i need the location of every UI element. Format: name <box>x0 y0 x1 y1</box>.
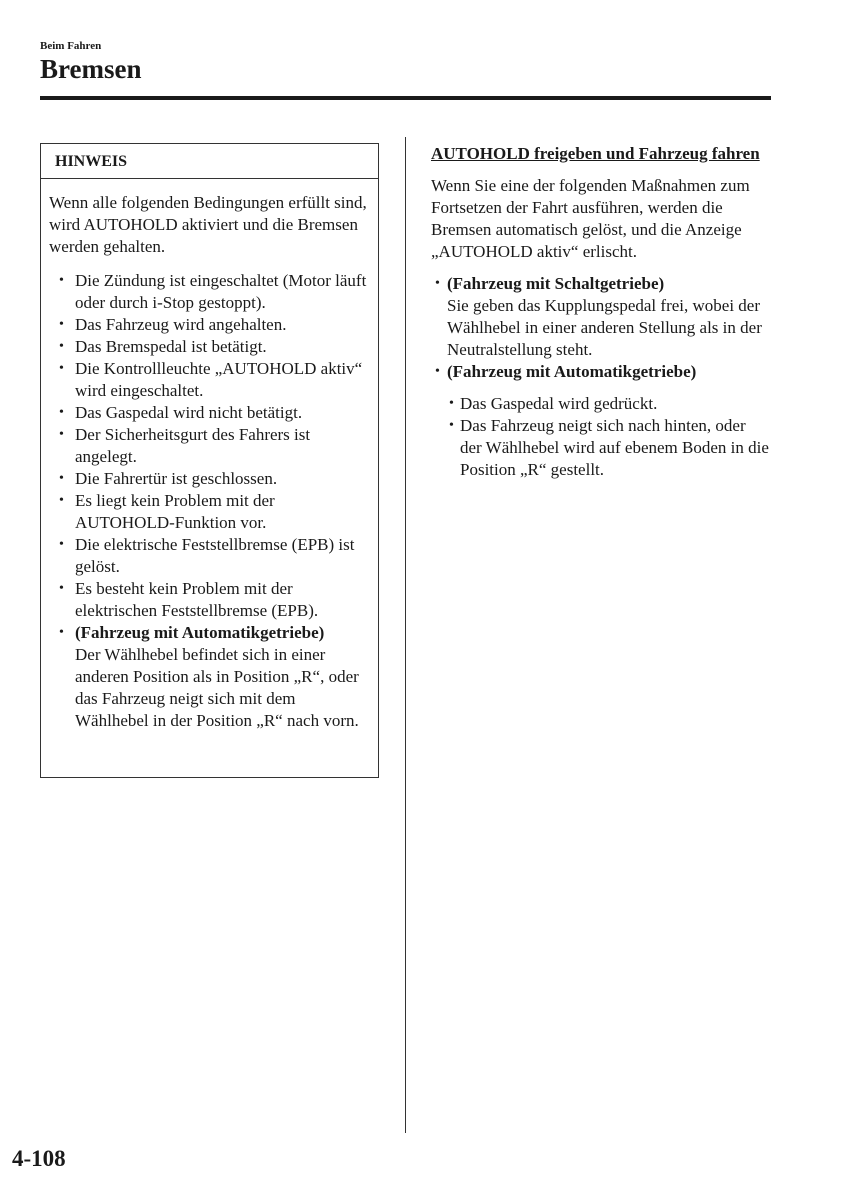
bullet-icon: • <box>59 273 64 288</box>
bullet-icon: • <box>59 405 64 420</box>
list-item <box>49 402 370 424</box>
list-item <box>49 314 370 336</box>
right-column <box>431 143 771 481</box>
list-item <box>49 358 370 402</box>
bullet-icon: • <box>59 537 64 552</box>
bullet-icon: • <box>435 364 440 379</box>
list-item <box>49 490 370 534</box>
list-item-text: Die Zündung ist eingeschaltet (Motor läuft oder durch i-Stop gestoppt). <box>75 271 367 312</box>
list-item-heading: (Fahrzeug mit Automatikgetriebe) <box>447 362 697 381</box>
column-divider <box>405 137 406 1133</box>
list-item <box>49 424 370 468</box>
bullet-icon: • <box>449 418 454 433</box>
bullet-icon: • <box>59 493 64 508</box>
section-heading: AUTOHOLD freigeben und Fahrzeug fahren <box>431 144 760 163</box>
title-rule <box>40 96 771 100</box>
condition-list <box>49 270 370 732</box>
list-item-text: Das Gaspedal wird gedrückt. <box>460 394 658 413</box>
note-intro: Wenn alle folgenden Bedingungen erfüllt sind, wird AUTOHOLD aktiviert und die Bremsen werden gehalten. <box>49 193 367 256</box>
bullet-icon: • <box>59 581 64 596</box>
list-item <box>49 468 370 490</box>
list-item <box>431 415 771 481</box>
note-box <box>40 143 379 778</box>
bullet-icon: • <box>59 471 64 486</box>
action-list <box>431 273 771 383</box>
list-item-text: Das Fahrzeug neigt sich nach hinten, oder der Wählhebel wird auf ebenem Boden in die Position „R“ gestellt. <box>460 416 769 479</box>
list-item-heading: (Fahrzeug mit Schaltgetriebe) <box>447 274 665 293</box>
list-item-text: Der Wählhebel befindet sich in einer anderen Position als in Position „R“, oder das Fahrzeug neigt sich mit dem Wählhebel in der Position „R“ nach vorn. <box>75 645 359 730</box>
bullet-icon: • <box>449 396 454 411</box>
list-item <box>49 534 370 578</box>
bullet-icon: • <box>435 276 440 291</box>
list-item <box>431 361 771 383</box>
list-item-text: Das Gaspedal wird nicht betätigt. <box>75 403 303 422</box>
bullet-icon: • <box>59 361 64 376</box>
list-item <box>49 336 370 358</box>
list-item <box>431 393 771 415</box>
page-title: Bremsen <box>40 54 142 84</box>
list-item-text: Es liegt kein Problem mit der AUTOHOLD-Funktion vor. <box>75 491 275 532</box>
list-item <box>431 273 771 361</box>
list-item-text: Das Bremspedal ist betätigt. <box>75 337 267 356</box>
list-item-text: Der Sicherheitsgurt des Fahrers ist angelegt. <box>75 425 311 466</box>
automatic-sublist <box>431 393 771 481</box>
bullet-icon: • <box>59 317 64 332</box>
bullet-icon: • <box>59 339 64 354</box>
note-body <box>41 179 378 732</box>
page-number: 4-108 <box>12 1146 66 1171</box>
list-item <box>49 622 370 732</box>
section-label: Beim Fahren <box>40 40 102 52</box>
list-item <box>49 578 370 622</box>
list-item <box>49 270 370 314</box>
list-item-text: Die elektrische Feststellbremse (EPB) ist gelöst. <box>75 535 355 576</box>
bullet-icon: • <box>59 625 64 640</box>
list-item-heading: (Fahrzeug mit Automatikgetriebe) <box>75 623 325 642</box>
list-item-text: Die Kontrollleuchte „AUTOHOLD aktiv“ wird eingeschaltet. <box>75 359 363 400</box>
list-item-text: Es besteht kein Problem mit der elektrischen Feststellbremse (EPB). <box>75 579 319 620</box>
list-item-text: Sie geben das Kupplungspedal frei, wobei der Wählhebel in einer anderen Stellung als in der Neutralstellung steht. <box>447 296 762 359</box>
bullet-icon: • <box>59 427 64 442</box>
section-intro: Wenn Sie eine der folgenden Maßnahmen zum Fortsetzen der Fahrt ausführen, werden die Bremsen automatisch gelöst, und die Anzeige „AUTOHOLD aktiv“ erlischt. <box>431 176 750 261</box>
note-heading: HINWEIS <box>41 144 378 179</box>
list-item-text: Die Fahrertür ist geschlossen. <box>75 469 278 488</box>
list-item-text: Das Fahrzeug wird angehalten. <box>75 315 287 334</box>
